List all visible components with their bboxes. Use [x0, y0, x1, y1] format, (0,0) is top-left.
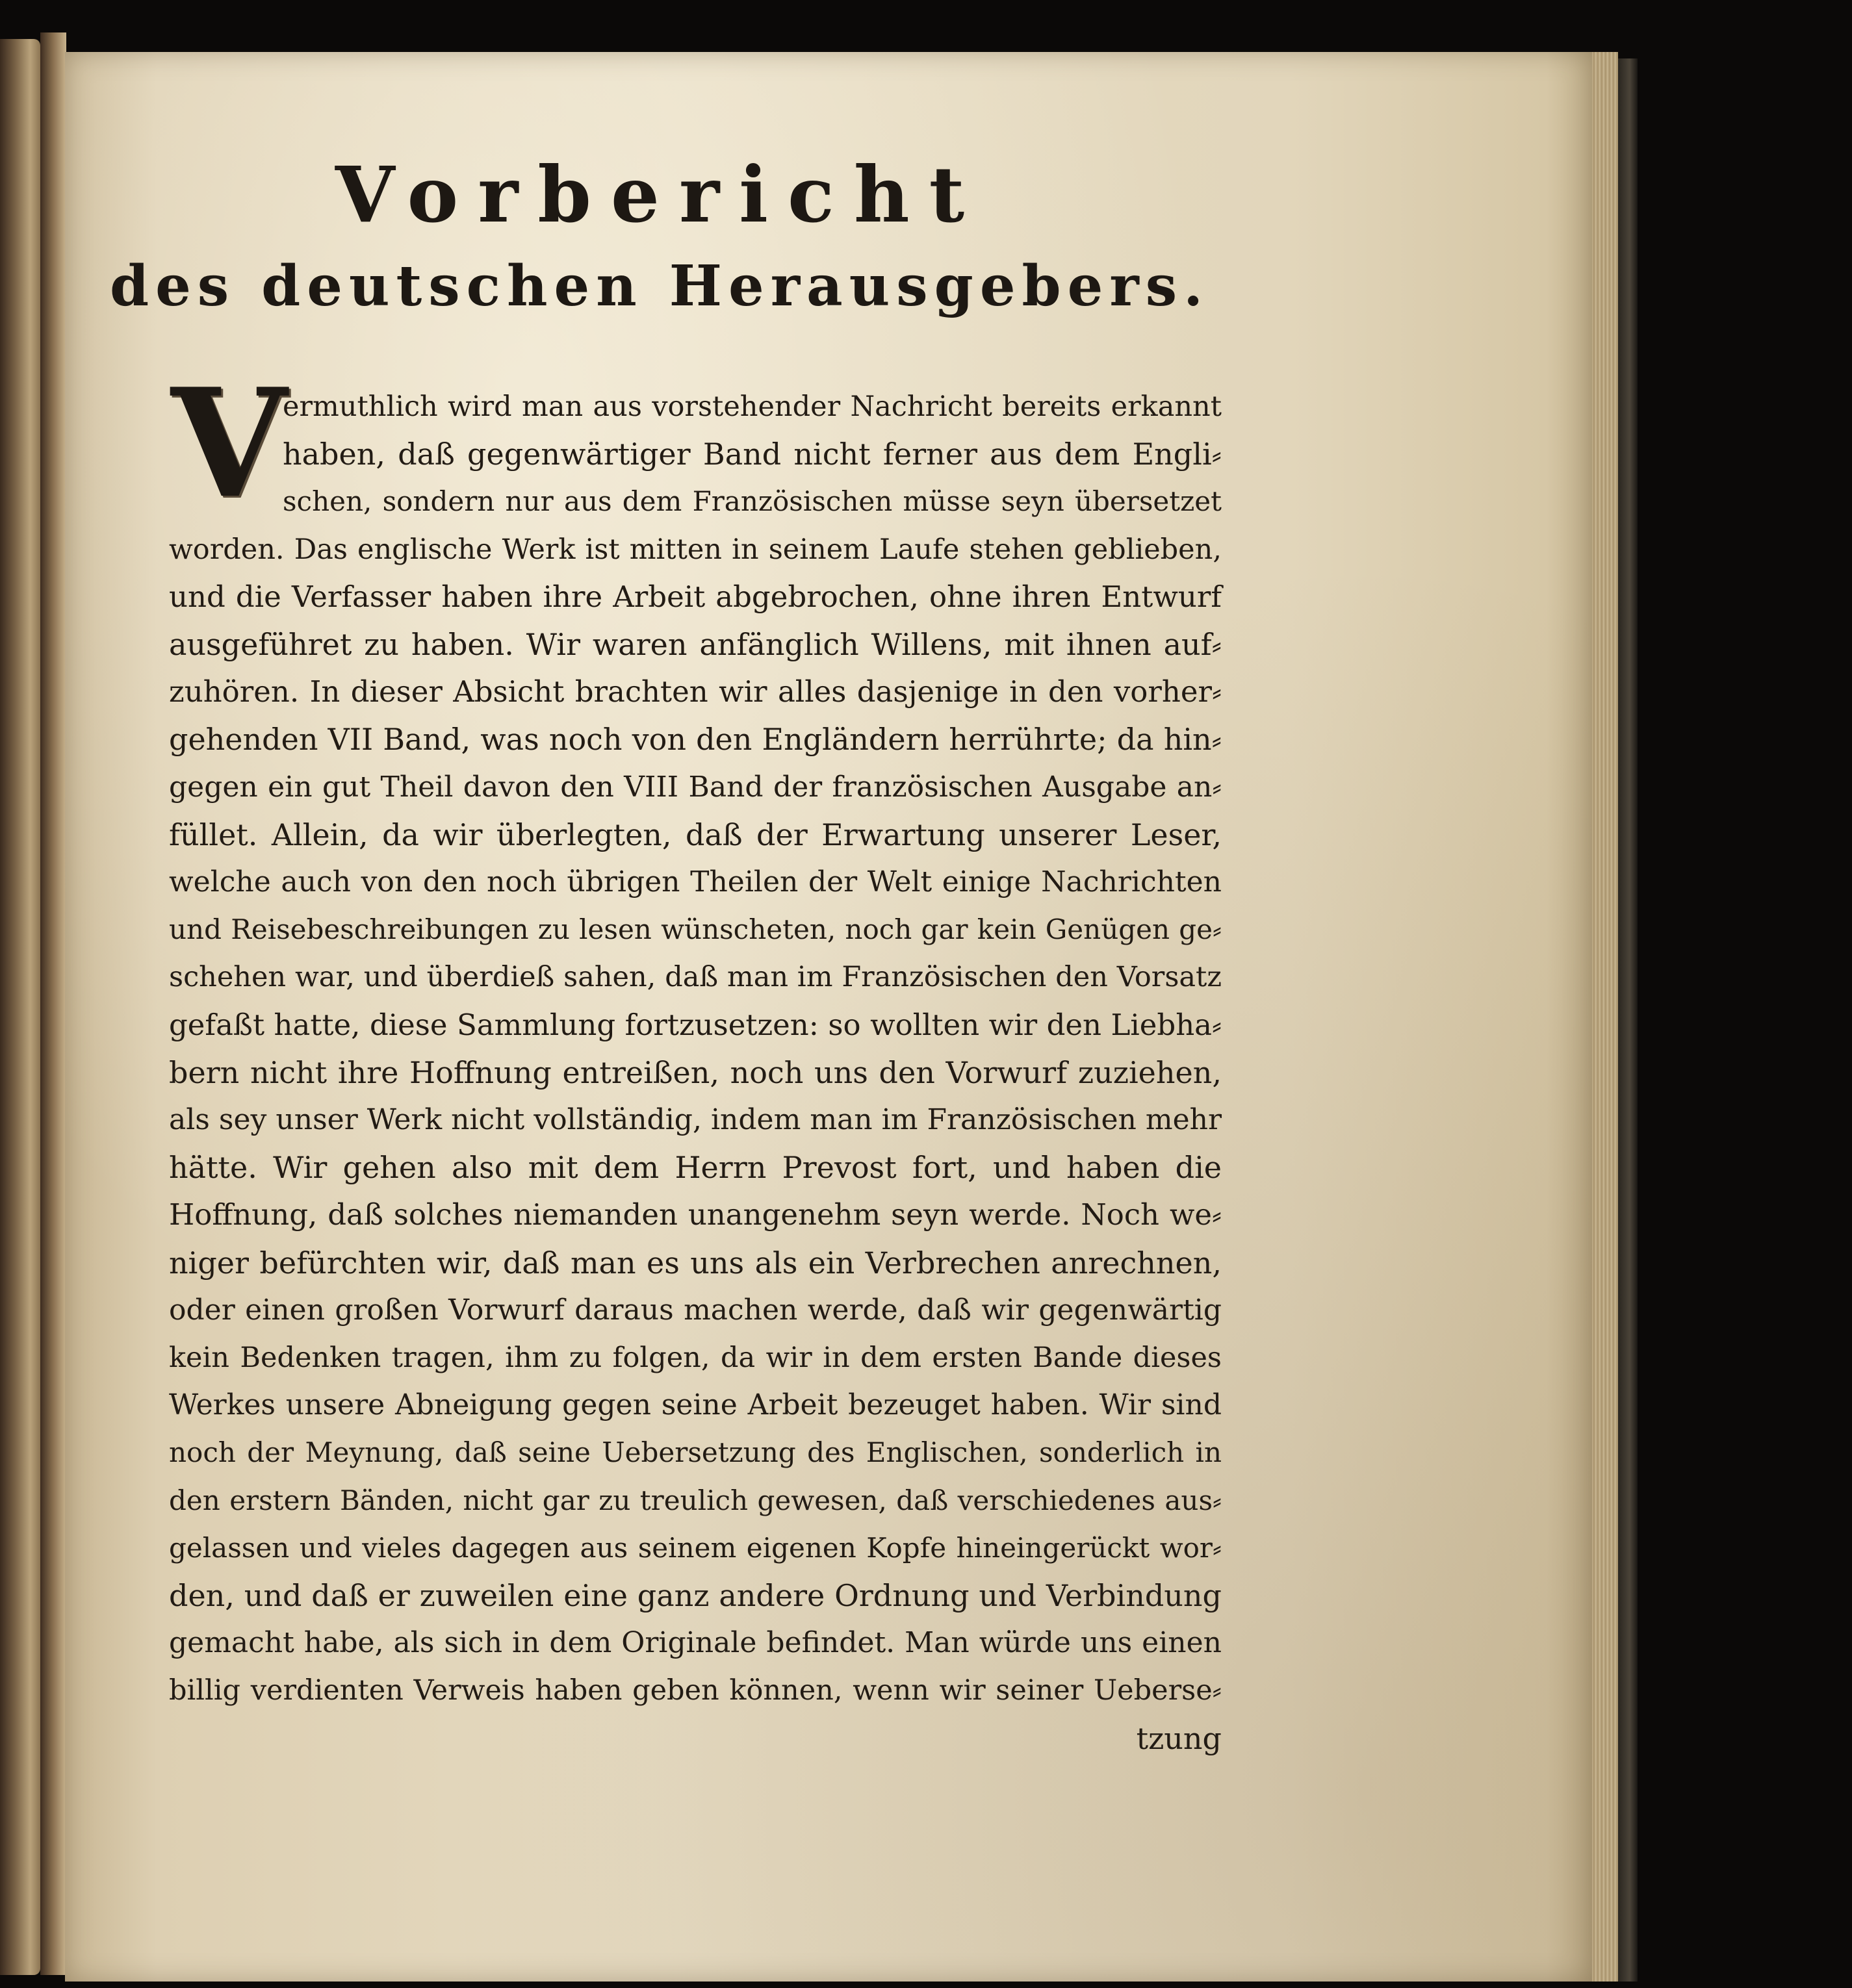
text-line: zuhören. In dieser Absicht brachten wir alles dasjenige in den vorher⸗	[169, 674, 1222, 709]
text-line: füllet. Allein, da wir überlegten, daß der Erwartung unserer Leser,	[169, 817, 1222, 852]
text-line: gefaßt hatte, diese Sammlung fortzusetzen: so wollten wir den Liebha⸗	[169, 1007, 1222, 1042]
text-line: ausgeführet zu haben. Wir waren anfänglich Willens, mit ihnen auf⸗	[169, 627, 1222, 662]
text-line: und Reisebeschreibungen zu lesen wünscheten, noch gar kein Genügen ge⸗	[169, 913, 1222, 946]
text-line: welche auch von den noch übrigen Theilen der Welt einige Nachrichten	[169, 865, 1222, 898]
cover-edge	[1618, 58, 1638, 1982]
text-line: als sey unser Werk nicht vollständig, indem man im Französischen mehr	[169, 1103, 1222, 1136]
decorated-initial: V	[171, 356, 287, 531]
page-fore-edge	[1592, 52, 1618, 1982]
left-page-edge	[0, 39, 40, 1975]
text-line: kein Bedenken tragen, ihm zu folgen, da wir in dem ersten Bande dieses	[169, 1342, 1222, 1374]
text-line: billig verdienten Verweis haben geben können, wenn wir seiner Uebersе⸗	[169, 1674, 1222, 1707]
page	[65, 52, 1592, 1982]
page-title: Vorbericht	[335, 149, 984, 240]
text-line: worden. Das englische Werk ist mitten in seinem Laufe stehen geblieben,	[169, 533, 1222, 566]
text-line: Werkes unsere Abneigung gegen seine Arbeit bezeuget haben. Wir sind	[169, 1388, 1222, 1422]
text-line: gelassen und vieles dagegen aus seinem eigenen Kopfe hineingerückt wor⸗	[169, 1531, 1222, 1564]
text-line: gegen ein gut Theil davon den VIII Band der französischen Ausgabe an⸗	[169, 770, 1222, 804]
text-line: noch der Meynung, daß seine Uebersetzung des Englischen, sonderlich in	[169, 1436, 1222, 1469]
text-line: gemacht habe, als sich in dem Originale befindet. Man würde uns einen	[169, 1626, 1222, 1660]
text-line: den erstern Bänden, nicht gar zu treulich gewesen, daß verschiedenes aus⸗	[169, 1484, 1222, 1516]
text-line: und die Verfasser haben ihre Arbeit abgebrochen, ohne ihren Entwurf	[169, 579, 1222, 614]
page-subtitle: des deutschen Herausgebers.	[109, 253, 1210, 319]
text-line: gehenden VII Band, was noch von den Engländern herrührte; da hin⸗	[169, 722, 1222, 758]
text-line: hätte. Wir gehen also mit dem Herrn Prevost fort, und haben die	[169, 1150, 1222, 1186]
text-line: schen, sondern nur aus dem Französischen müsse seyn übersetzet	[283, 485, 1222, 518]
catchword: tzung	[1136, 1720, 1222, 1756]
text-line: Hoffnung, daß solches niemanden unangenehm seyn werde. Noch we⸗	[169, 1197, 1222, 1232]
text-line: oder einen großen Vorwurf daraus machen werde, daß wir gegenwärtig	[169, 1293, 1222, 1327]
text-line: niger befürchten wir, daß man es uns als ein Verbrechen anrechnen,	[169, 1245, 1222, 1281]
book-gutter	[40, 32, 66, 1975]
text-line: schehen war, und überdieß sahen, daß man im Französischen den Vorsatz	[169, 961, 1222, 994]
text-line: haben, daß gegenwärtiger Band nicht ferner aus dem Engli⸗	[283, 437, 1222, 472]
text-line: den, und daß er zuweilen eine ganz andere Ordnung und Verbindung	[169, 1578, 1222, 1613]
text-line: bern nicht ihre Hoffnung entreißen, noch uns den Vorwurf zuziehen,	[169, 1054, 1222, 1090]
text-line: ermuthlich wird man aus vorstehender Nachricht bereits erkannt	[283, 390, 1222, 423]
